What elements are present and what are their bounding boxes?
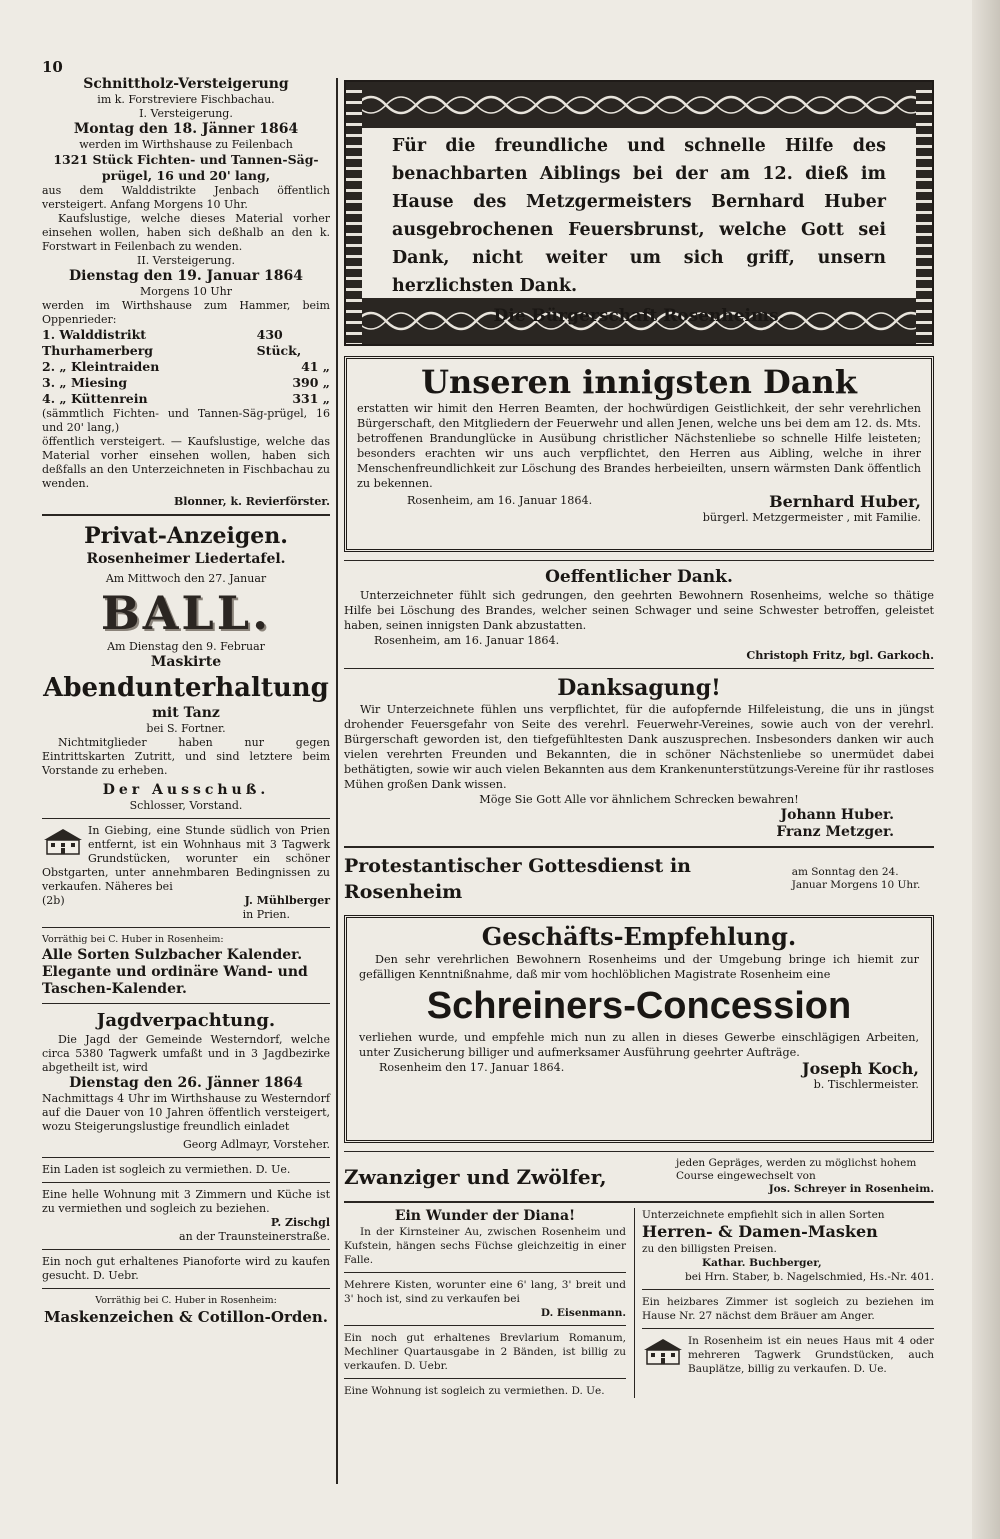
auction-first: I. Versteigerung. (139, 107, 233, 120)
divider (344, 846, 934, 848)
masks-intro: Vorräthig bei C. Huber in Rosenheim: (95, 1295, 277, 1306)
divider (344, 668, 934, 669)
ball-title: BALL. (100, 586, 272, 640)
coin-title: Zwanziger und Zwölfer, (344, 1164, 607, 1189)
hunt-p2: Nachmittags 4 Uhr im Wirthshause zu Westerndorf auf die Dauer von 10 Jahren öffentlich versteigert, wozu Steigerungslustige freundlich einladet (42, 1092, 330, 1133)
liedertafel: Rosenheimer Liedertafel. (86, 551, 286, 567)
auction-second: II. Versteigerung. (137, 254, 235, 267)
abend-title: Abendunterhaltung (43, 673, 329, 703)
danksagung-wish: Möge Sie Gott Alle vor ähnlichem Schrecken bewahren! (479, 793, 799, 806)
auction-p1: werden im Wirthshause zu Feilenbach (79, 138, 293, 151)
divider (42, 1249, 330, 1250)
danksagung-sig-1: Johann Huber. (780, 807, 894, 823)
crates-signature: D. Eisenmann. (540, 1307, 626, 1319)
divider (344, 1201, 934, 1203)
divider (642, 1289, 934, 1290)
coin-signature: Jos. Schreyer in Rosenheim. (768, 1183, 934, 1195)
right-column (344, 78, 934, 1398)
masks2-title: Herren- & Damen-Masken (642, 1222, 878, 1241)
business-date: Rosenheim den 17. Januar 1864. (379, 1061, 565, 1074)
ornament-border-top (346, 82, 932, 128)
new-house-text: In Rosenheim ist ein neues Haus mit 4 oder mehreren Tagwerk Grundstücken, auch Bauplätze, billig zu verkaufen. D. Ue. (688, 1335, 934, 1375)
divider (642, 1328, 934, 1329)
left-column (42, 76, 330, 1327)
masks2-address: bei Hrn. Staber, b. Nagelschmied, Hs.-Nr. 401. (684, 1271, 934, 1283)
divider (344, 1378, 626, 1379)
bottom-ads (344, 1208, 934, 1398)
house-ad-sig: (2b) J. Mühlberger (42, 894, 330, 907)
calendar-line-1: Alle Sorten Sulzbacher Kalender. (42, 947, 303, 963)
public-thanks-text: Unterzeichneter fühlt sich gedrungen, den geehrten Bewohnern Rosenheims, welche so thätige Hilfe bei Löschung des Brandes, welcher seinen Schwager und seine Schwester betroffen, geleistet haben, seinen innigsten Dank abzustatten. (344, 589, 934, 632)
bottom-ads-right (642, 1208, 934, 1398)
diana-text: In der Kirnsteiner Au, zwischen Rosenheim und Kufstein, hängen sechs Füchse gleichzeitig in einer Falle. (344, 1226, 626, 1266)
coin-text-wrap (676, 1157, 934, 1196)
danksagung-text: Wir Unterzeichnete fühlen uns verpflichtet, für die aufopfernde Hilfeleistung, die uns in jüngst drohender Feuersgefahr von Seite des verehrl. Feuerwehr-Vereines, sowie auch von der verehrl. Bürgerschaft geworden ist, den tiefgefühltesten Dank auszusprechen. Insbesonders danken wir auch vielen verehrten Freunden und Bekannten, die in schöner Nächstenliebe so unermüdet dabei bethätigten, sowie wir auch vielen Bekannten aus dem Krankenunterstützungs-Vereine für ihr rastloses Mühen großen Dank wissen. (344, 703, 934, 791)
diana-title: Ein Wunder der Diana! (394, 1208, 576, 1224)
hunt-p1: Die Jagd der Gemeinde Westerndorf, welche circa 5380 Tagwerk umfaßt und in 3 Jagdbezirke abgetheilt ist, wird (42, 1033, 330, 1074)
business-title: Geschäfts-Empfehlung. (481, 922, 797, 951)
house-icon (642, 1336, 684, 1366)
business-signature: Joseph Koch, (802, 1059, 919, 1078)
hunt-title: Jagdverpachtung. (96, 1010, 276, 1031)
divider (344, 560, 934, 561)
auction-row: 2. „ Kleintraiden 41 „ (42, 359, 330, 374)
coin-ad (344, 1157, 934, 1196)
committee-chair: Schlosser, Vorstand. (129, 799, 243, 812)
auction-time-2: Morgens 10 Uhr (139, 285, 233, 298)
flat-place: an der Traunsteinerstraße. (179, 1230, 330, 1243)
shop-to-let: Ein Laden ist sogleich zu vermiethen. D. Ue. (42, 1163, 291, 1176)
business-box (344, 915, 934, 1143)
innigsten-date: Rosenheim, am 16. Januar 1864. (407, 494, 593, 507)
auction-p3: aus dem Walddistrikte Jenbach öffentlich versteigert. Anfang Morgens 10 Uhr. (42, 184, 330, 211)
thanks-text: Für die freundliche und schnelle Hilfe des benachbarten Aiblings bei der am 12. dieß im Hause des Metzgermeisters Bernhard Huber ausgebrochenen Feuersbrunst, welche Gott sei Dank, nicht weiter um sich griff, unsern herzlichsten Dank. (392, 136, 886, 296)
ornament-border-left (346, 82, 362, 344)
auction-title: Schnittholz-Versteigerung (83, 76, 289, 92)
ornament-box-text (392, 132, 886, 330)
protestant-title: Protestantischer Gottesdienst in Rosenheim (344, 855, 691, 903)
danksagung-title: Danksagung! (557, 675, 721, 701)
divider (344, 1151, 934, 1152)
auction-row: 4. „ Küttenrein 331 „ (42, 391, 330, 406)
ornament-border-right (916, 82, 932, 344)
innigsten-sub: bürgerl. Metzgermeister , mit Familie. (702, 511, 921, 524)
committee: Der Ausschuß. (102, 782, 270, 798)
house-icon (42, 826, 84, 856)
auction-p4: Kaufslustige, welche dieses Material vorher einsehen wollen, haben sich deßhalb an den k. Forstwart in Feilenbach zu wenden. (42, 212, 330, 253)
business-p1: Den sehr verehrlichen Bewohnern Rosenheims und der Umgebung bringe ich hiemit zur gefälligen Kenntnißnahme, daß mir vom hochlöblichen Magistrate Rosenheim eine (359, 953, 919, 981)
house-ad-place: in Prien. (242, 908, 290, 921)
danksagung-sig-2: Franz Metzger. (776, 824, 894, 840)
auction-signature: Blonner, k. Revierförster. (174, 495, 330, 508)
flat-to-let: Eine helle Wohnung mit 3 Zimmern und Küche ist zu vermiethen und sogleich zu beziehen. (42, 1188, 330, 1215)
divider (344, 1325, 626, 1326)
divider (42, 1288, 330, 1289)
auction-sub: im k. Forstreviere Fischbachau. (97, 93, 275, 106)
public-thanks-date: Rosenheim, am 16. Januar 1864. (374, 634, 560, 647)
divider (42, 1182, 330, 1183)
ball-date: Am Mittwoch den 27. Januar (105, 572, 267, 585)
auction-row: 3. „ Miesing 390 „ (42, 375, 330, 390)
business-footer (359, 1060, 919, 1077)
protestant-service (344, 853, 934, 905)
business-big: Schreiners-Concession (426, 985, 852, 1027)
auction-p2: 1321 Stück Fichten- und Tannen-Säg-prügel, 16 und 20' lang, (53, 152, 319, 183)
innigsten-footer (357, 493, 921, 510)
public-thanks-signature: Christoph Fritz, bgl. Garkoch. (746, 648, 934, 662)
hunt-date: Dienstag den 26. Jänner 1864 (69, 1075, 303, 1091)
innigsten-signature: Bernhard Huber, (769, 492, 921, 511)
thanks-signature: Die Bürgerschaft Rosenheims. (493, 306, 785, 326)
coin-text: jeden Gepräges, werden zu möglichst hohem Course eingewechselt von (676, 1157, 917, 1182)
nonmembers-note: Nichtmitglieder haben nur gegen Eintrittskarten Zutritt, und sind letztere beim Vorstande zu erheben. (42, 736, 330, 777)
innigsten-text: erstatten wir himit den Herren Beamten, der hochwürdigen Geistlichkeit, der sehr verehrlichen Bürgerschaft, den Mitgliedern der Feuerwehr und allen Jenen, welche uns bei dem am 12. ds. Mts. betroffenen Brandunglücke in Ausübung christlicher Nächstenliebe so schnelle Hilfe leisteten; besonders erachten wir uns auch verpflichtet, den Herren aus Aibling, welche in ihrer Menschenfreundlichkeit zur Löschung des Brandes herbeieilten, unsern wärmsten Dank öffentlich zu bekennen. (357, 402, 921, 490)
venue: bei S. Fortner. (146, 722, 226, 735)
auction-p5: werden im Wirthshause zum Hammer, beim Oppenrieder: (42, 299, 330, 326)
masks2-intro: Unterzeichnete empfiehlt sich in allen Sorten (642, 1209, 885, 1221)
auction-date-2: Dienstag den 19. Januar 1864 (69, 268, 303, 284)
protestant-text: am Sonntag den 24. Januar Morgens 10 Uhr. (791, 866, 921, 891)
innigsten-dank-box (344, 356, 934, 552)
page-edge (972, 0, 1000, 1539)
house-ad (42, 824, 330, 922)
divider (42, 818, 330, 819)
public-thanks-title: Oeffentlicher Dank. (545, 567, 733, 587)
private-heading: Privat-Anzeigen. (84, 523, 288, 549)
auction-row: 1. Walddistrikt Thurhamerberg 430 Stück, (42, 327, 302, 358)
divider (344, 1272, 626, 1273)
auction-date-1: Montag den 18. Jänner 1864 (73, 121, 299, 137)
ornament-box (344, 80, 934, 346)
column-rule (336, 78, 338, 1484)
auction-notice (42, 76, 330, 509)
hunt-signature: Georg Adlmayr, Vorsteher. (183, 1138, 330, 1151)
divider (42, 514, 330, 516)
masks2-text: zu den billigsten Preisen. (642, 1243, 777, 1255)
breviary-text: Ein noch gut erhaltenes Brevlarium Romanum, Mechliner Quartausgabe in 2 Bänden, ist billig zu verkaufen. D. Uebr. (344, 1332, 626, 1372)
maskirte: Maskirte (150, 654, 222, 670)
flat2-text: Eine Wohnung ist sogleich zu vermiethen. D. Ue. (344, 1385, 605, 1397)
bottom-ads-left (344, 1208, 635, 1398)
house-ad-text: In Giebing, eine Stunde südlich von Prien entfernt, ist ein Wohnhaus mit 3 Tagwerk Grundstücken, worunter ein schöner Obstgarten, unter annehmbaren Bedingnissen zu verkaufen. Näheres bei (42, 824, 330, 893)
room-text: Ein heizbares Zimmer ist sogleich zu beziehen im Hause Nr. 27 nächst dem Bräuer am Anger. (642, 1296, 934, 1322)
divider (42, 927, 330, 928)
auction-p6: (sämmtlich Fichten- und Tannen-Säg-prügel, 16 und 20' lang,) (42, 407, 330, 434)
divider (42, 1003, 330, 1004)
calendar-line-2: Elegante und ordinäre Wand- und Taschen-Kalender. (42, 964, 308, 997)
piano-wanted: Ein noch gut erhaltenes Pianoforte wird zu kaufen gesucht. D. Uebr. (42, 1255, 330, 1282)
masks-title: Maskenzeichen & Cotillon-Orden. (43, 1308, 329, 1326)
flat-signature: P. Zischgl (270, 1216, 330, 1229)
business-sub: b. Tischlermeister. (813, 1078, 919, 1091)
calendar-intro: Vorräthig bei C. Huber in Rosenheim: (42, 934, 224, 945)
mit-tanz: mit Tanz (152, 705, 220, 721)
masks2-signature: Kathar. Buchberger, (702, 1257, 822, 1269)
page-number: 10 (42, 58, 63, 76)
evening-date: Am Dienstag den 9. Februar (107, 640, 265, 653)
crates-text: Mehrere Kisten, worunter eine 6' lang, 3' breit und 3' hoch ist, sind zu verkaufen bei (344, 1279, 626, 1305)
divider (42, 1157, 330, 1158)
auction-p7: öffentlich versteigert. — Kaufslustige, welche das Material vorher einsehen wollen, haben sich deßfalls an den Unterzeichneten in Fischbachau zu wenden. (42, 435, 330, 490)
business-p2: verliehen wurde, und empfehle mich nun zu allen in dieses Gewerbe einschlägigen Arbeiten, unter Zusicherung billiger und aufmerksamer Ausführung geehrter Aufträge. (359, 1031, 919, 1059)
innigsten-title: Unseren innigsten Dank (421, 363, 857, 401)
